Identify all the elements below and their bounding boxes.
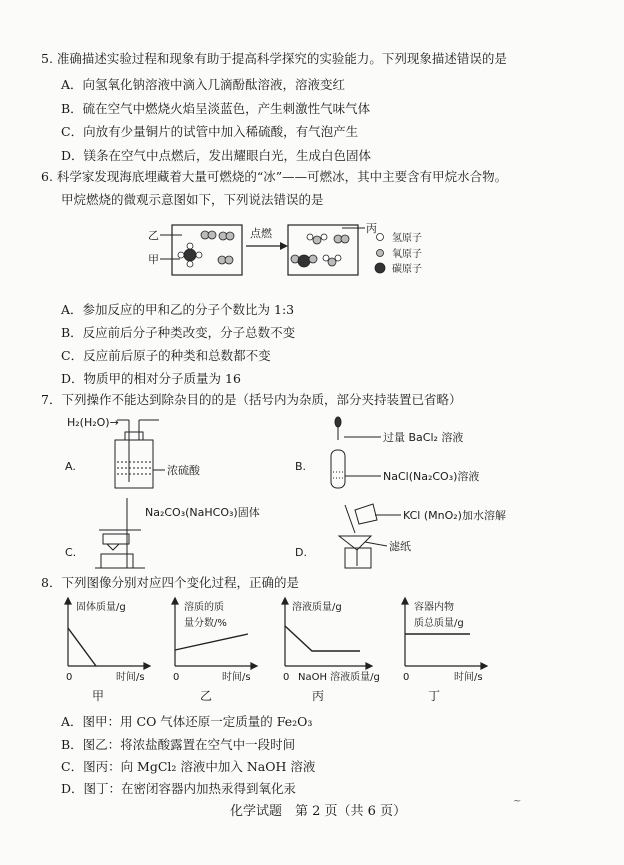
- atom-legend: [375, 234, 385, 274]
- graph-jia-origin: 0: [66, 672, 73, 683]
- q5-option-b: B．硫在空气中燃烧火焰呈淡蓝色，产生刺激性气味气体: [61, 101, 371, 116]
- label-bing: 丙: [366, 222, 377, 235]
- graph-yi-origin: 0: [173, 672, 180, 683]
- oxygen-molecule: [201, 231, 234, 264]
- label-jia: 甲: [148, 253, 159, 266]
- graph-bing-ylabel: 溶液质量/g: [292, 602, 342, 613]
- b-option-label: B.: [295, 460, 307, 473]
- curve-bing: [285, 626, 360, 651]
- hydrogen-atom-icon: [377, 234, 384, 241]
- q7-apparatus: [55, 410, 575, 570]
- legend-oxygen: 氧原子: [392, 249, 422, 260]
- product-box: [288, 225, 358, 275]
- graph-bing-name: 丙: [312, 689, 325, 703]
- graph-yi: [172, 598, 257, 669]
- q8-stem: 8．下列图像分别对应四个变化过程，正确的是: [41, 575, 299, 590]
- d-bottom-label: 滤纸: [389, 540, 411, 553]
- q5-option-d: D．镁条在空气中点燃后，发出耀眼白光，生成白色固体: [61, 148, 372, 163]
- d-top-label: KCl (MnO₂)加水溶解: [403, 509, 506, 522]
- q6-option-d: D．物质甲的相对分子质量为 16: [61, 371, 241, 386]
- q8-graphs: [50, 596, 570, 706]
- graph-yi-xlabel: 时间/s: [222, 672, 251, 683]
- q8-option-d: D．图丁：在密闭容器内加热汞得到氧化汞: [61, 781, 297, 796]
- q5-option-a: A．向氢氧化钠溶液中滴入几滴酚酞溶液，溶液变红: [61, 77, 346, 92]
- gas-washing-bottle: [115, 420, 165, 488]
- graph-ding-name: 丁: [428, 689, 441, 703]
- graph-bing-origin: 0: [283, 672, 290, 683]
- graph-jia-ylabel: 固体质量/g: [76, 602, 126, 613]
- carbon-atom-icon: [375, 263, 385, 273]
- b-top-reagent: 过量 BaCl₂ 溶液: [383, 431, 464, 444]
- graph-ding-ylabel-2: 质总质量/g: [414, 618, 464, 629]
- graph-jia-xlabel: 时间/s: [116, 672, 145, 683]
- d-option-label: D.: [295, 546, 307, 559]
- graph-bing-xlabel: NaOH 溶液质量/g: [298, 672, 380, 683]
- graph-ding: [402, 598, 487, 669]
- q5-option-c: C．向放有少量铜片的试管中加入稀硫酸，有气泡产生: [61, 124, 359, 139]
- q6-stem-line2: 甲烷燃烧的微观示意图如下，下列说法错误的是: [61, 192, 324, 207]
- heating-apparatus: [95, 498, 145, 568]
- q8-option-a: A．图甲：用 CO 气体还原一定质量的 Fe₂O₃: [61, 714, 313, 729]
- graph-ding-origin: 0: [403, 672, 410, 683]
- a-option-label: A.: [65, 460, 76, 473]
- legend-carbon: 碳原子: [392, 264, 422, 275]
- q6-option-b: B．反应前后分子种类改变，分子总数不变: [61, 325, 296, 340]
- a-reagent: 浓硫酸: [167, 464, 200, 477]
- dropper-test-tube: [331, 417, 381, 488]
- c-option-label: C.: [65, 546, 77, 559]
- label-yi: 乙: [148, 229, 159, 242]
- legend-hydrogen: 氢原子: [392, 233, 422, 244]
- q6-stem-line1: 6. 科学家发现海底埋藏着大量可燃烧的“冰”——可燃冰，其中主要含有甲烷水合物。: [41, 169, 508, 184]
- q6-option-a: A．参加反应的甲和乙的分子个数比为 1:3: [61, 302, 295, 317]
- c-solid-label: Na₂CO₃(NaHCO₃)固体: [145, 506, 260, 519]
- graph-jia-name: 甲: [92, 689, 105, 703]
- graph-yi-name: 乙: [200, 689, 213, 703]
- graph-yi-ylabel-2: 量分数/%: [184, 618, 227, 629]
- curve-yi: [175, 634, 248, 650]
- graph-ding-xlabel: 时间/s: [454, 672, 483, 683]
- oxygen-atom-icon: [377, 250, 384, 257]
- q8-option-c: C．图丙：向 MgCl₂ 溶液中加入 NaOH 溶液: [61, 759, 316, 774]
- graph-ding-ylabel-1: 容器内物: [414, 602, 454, 613]
- filtration-setup: [339, 504, 401, 568]
- q7-stem: 7．下列操作不能达到除杂目的的是（括号内为杂质，部分夹持装置已省略）: [41, 392, 462, 407]
- methane-molecule: [178, 243, 202, 267]
- curve-jia: [68, 628, 96, 666]
- graph-bing: [282, 598, 372, 669]
- page-footer: 化学试题 第 2 页（共 6 页）: [230, 804, 407, 819]
- a-gas-label: H₂(H₂O)→: [67, 416, 119, 429]
- b-bottom-reagent: NaCl(Na₂CO₃)溶液: [383, 470, 480, 483]
- corner-mark: ~: [513, 796, 522, 807]
- q5-stem: 5. 准确描述实验过程和现象有助于提高科学探究的实验能力。下列现象描述错误的是: [41, 51, 507, 66]
- graph-yi-ylabel-1: 溶质的质: [184, 602, 224, 613]
- graph-jia: [65, 598, 150, 669]
- arrow-label: 点燃: [250, 227, 272, 240]
- q6-option-c: C．反应前后原子的种类和总数都不变: [61, 348, 271, 363]
- q6-reaction-diagram: [130, 215, 470, 285]
- q8-option-b: B．图乙：将浓盐酸露置在空气中一段时间: [61, 737, 296, 752]
